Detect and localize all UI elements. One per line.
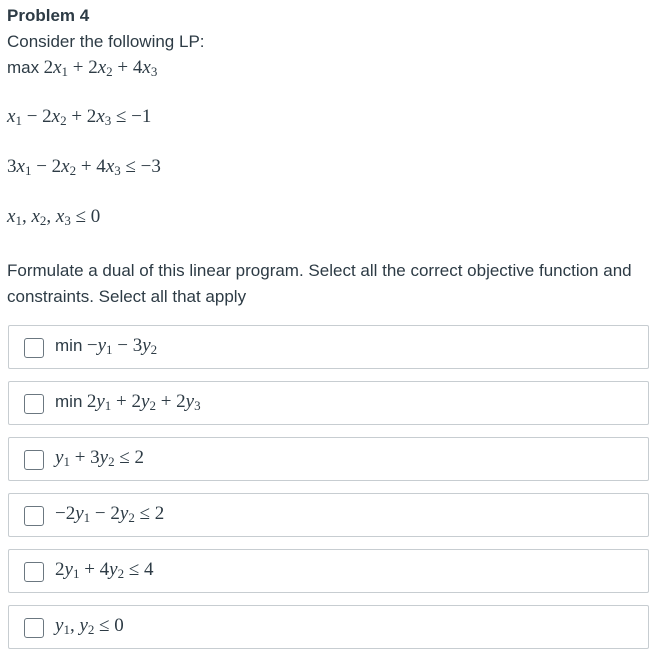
answer-option-4[interactable]	[8, 493, 649, 537]
lp-constraint-2: $3x_1 - 2x_2 + 4x_3 \le -3$	[7, 156, 161, 178]
question-prompt: Formulate a dual of this linear program. Select all the correct objective function and constraints. Select all that apply	[7, 261, 632, 306]
checkbox[interactable]	[24, 506, 44, 526]
option-label: $y_1 + 3y_2 \le 2$	[55, 447, 145, 469]
option-label: $2y_1 + 4y_2 \le 4$	[55, 559, 154, 581]
problem-title: Problem 4	[7, 6, 90, 25]
answer-option-3[interactable]	[8, 437, 649, 481]
lp-sign-constraint: $x_1$, $x_2$, $x_3 \le 0$	[7, 206, 101, 228]
option-label: $-2y_1 - 2y_2 \le 2$	[55, 503, 165, 525]
lp-objective: $\max 2x_1 + 2x_2 + 4x_3$	[7, 57, 158, 79]
answer-option-5[interactable]	[8, 549, 649, 593]
checkbox[interactable]	[24, 394, 44, 414]
checkbox[interactable]	[24, 450, 44, 470]
option-label: $\min 2y_1 + 2y_2 + 2y_3$	[55, 391, 201, 413]
answer-option-1[interactable]	[8, 325, 649, 369]
answer-option-6[interactable]	[8, 605, 649, 649]
checkbox[interactable]	[24, 338, 44, 358]
lp-constraint-1: $x_1 - 2x_2 + 2x_3 \le -1$	[7, 106, 152, 128]
problem-intro: Consider the following LP:	[7, 32, 205, 51]
checkbox[interactable]	[24, 562, 44, 582]
option-label: $y_1$, $y_2 \le 0$	[55, 615, 124, 637]
option-label: $\min -y_1 - 3y_2$	[55, 335, 158, 357]
answer-option-2[interactable]	[8, 381, 649, 425]
checkbox[interactable]	[24, 618, 44, 638]
